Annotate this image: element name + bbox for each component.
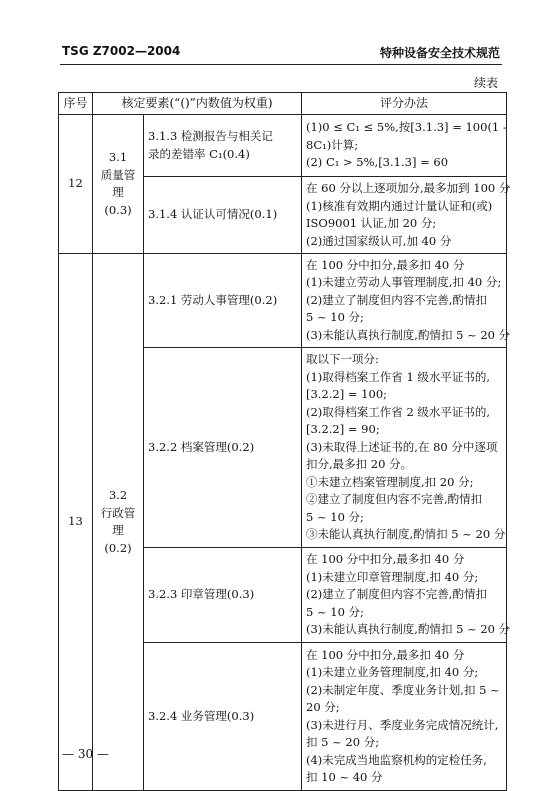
method-cell [302,115,507,177]
method-line: (3)未进行月、季度业务完成情况统计, [306,717,499,732]
item-cell [144,177,302,254]
method-line: (1)0 ≤ C₁ ≤ 5%,按[3.1.3] = 100(1 - [306,120,507,135]
method-line: 在 100 分中扣分,最多扣 40 分 [306,257,465,272]
item-cell [144,548,302,643]
category-name: 行政管 [100,505,136,520]
method-cell [302,348,507,548]
category-code: 3.1 [108,150,128,164]
page-number: — 30 — [62,747,109,761]
category-name-cont: 理 [112,523,124,537]
category-cell [93,115,144,254]
item-label: 3.1.3 检测报告与相关记 [148,129,273,143]
table-row [59,254,507,348]
item-label: 3.2.3 印章管理(0.3) [148,587,255,602]
method-line: (2)未制定年度、季度业务计划,扣 5 ~ [306,682,500,697]
method-line: ISO9001 认证,加 20 分; [306,216,437,230]
doc-code: TSG Z7002—2004 [62,44,181,58]
category-weight: (0.2) [104,540,132,555]
method-line: [3.2.2] = 90; [306,422,380,437]
method-line: (2)建立了制度但内容不完善,酌情扣 [306,587,487,602]
method-line: (2)建立了制度但内容不完善,酌情扣 [306,292,487,307]
method-line: 扣分,最多扣 20 分。 [306,457,413,472]
doc-series-title: 特种设备安全技术规范 [379,46,500,60]
category-cell [93,254,144,791]
scoring-table [58,92,511,791]
item-cell [144,115,302,177]
method-line: 扣 5 ~ 20 分; [306,735,380,749]
method-line: 20 分; [306,700,340,714]
method-line: (1)取得档案工作省 1 级水平证书的, [306,369,491,384]
method-line: (2) C₁ > 5%,[3.1.3] = 60 [306,155,449,170]
method-line: 取以下一项分: [306,352,379,367]
col-header-factor: 核定要素(“()”内数值为权重) [93,93,302,115]
method-cell [302,177,511,254]
method-line: (2)取得档案工作省 2 级水平证书的, [306,404,491,419]
category-code: 3.2 [108,488,128,502]
method-line: (2)通过国家级认可,加 40 分 [306,233,452,248]
item-label: 3.2.2 档案管理(0.2) [148,439,255,454]
row-number: 13 [59,254,93,791]
method-line: 5 ~ 10 分; [306,310,364,325]
item-label: 3.2.1 劳动人事管理(0.2) [148,292,278,307]
method-line: [3.2.2] = 100; [306,387,388,402]
item-cell [144,254,302,348]
method-line: (3)未取得上述证书的,在 80 分中逐项 [306,439,498,454]
category-name: 质量管 [100,167,136,182]
method-line: ①未建立档案管理制度,扣 20 分; [306,474,474,489]
method-line: (1)未建立印章管理制度,扣 40 分; [306,569,479,584]
method-line: 5 ~ 10 分; [306,509,364,524]
method-line: (3)未能认真执行制度,酌情扣 5 ~ 20 分 [306,622,511,637]
method-line: 扣 10 ~ 40 分 [306,770,383,784]
col-header-method: 评分办法 [302,93,507,115]
method-line: (1)核准有效期内通过计量认证和(或) [306,198,493,213]
item-label-cont: 录的差错率 C₁(0.4) [148,146,250,161]
method-line: (1)未建立业务管理制度,扣 40 分; [306,665,479,679]
col-header-no: 序号 [59,93,93,115]
table-row [59,115,507,177]
method-line: 8C₁)计算; [306,137,359,152]
method-line: (1)未建立劳动人事管理制度,扣 40 分; [306,275,502,290]
header-rule [60,64,502,65]
method-line: 5 ~ 10 分; [306,604,364,619]
method-line: 在 100 分中扣分,最多扣 40 分 [306,552,465,567]
method-cell [302,643,507,791]
item-cell [144,348,302,548]
table-header-row [59,93,507,115]
method-cell [302,254,511,348]
method-line: 在 100 分中扣分,最多扣 40 分 [306,647,465,662]
item-label: 3.1.4 认证认可情况(0.1) [148,207,278,222]
method-line: ②建立了制度但内容不完善,酌情扣 [306,492,483,507]
method-cell [302,548,511,643]
method-line: (4)未完成当地监察机构的定检任务, [306,752,487,767]
item-cell [144,643,302,791]
method-line: ③未能认真执行制度,酌情扣 5 ~ 20 分 [306,527,506,542]
method-line: (3)未能认真执行制度,酌情扣 5 ~ 20 分 [306,327,511,342]
row-number: 12 [59,115,93,254]
method-line: 在 60 分以上逐项加分,最多加到 100 分 [306,181,511,195]
category-weight: (0.3) [104,202,132,217]
item-label: 3.2.4 业务管理(0.3) [148,708,255,723]
category-name-cont: 理 [112,185,124,199]
continued-label: 续表 [473,76,498,90]
